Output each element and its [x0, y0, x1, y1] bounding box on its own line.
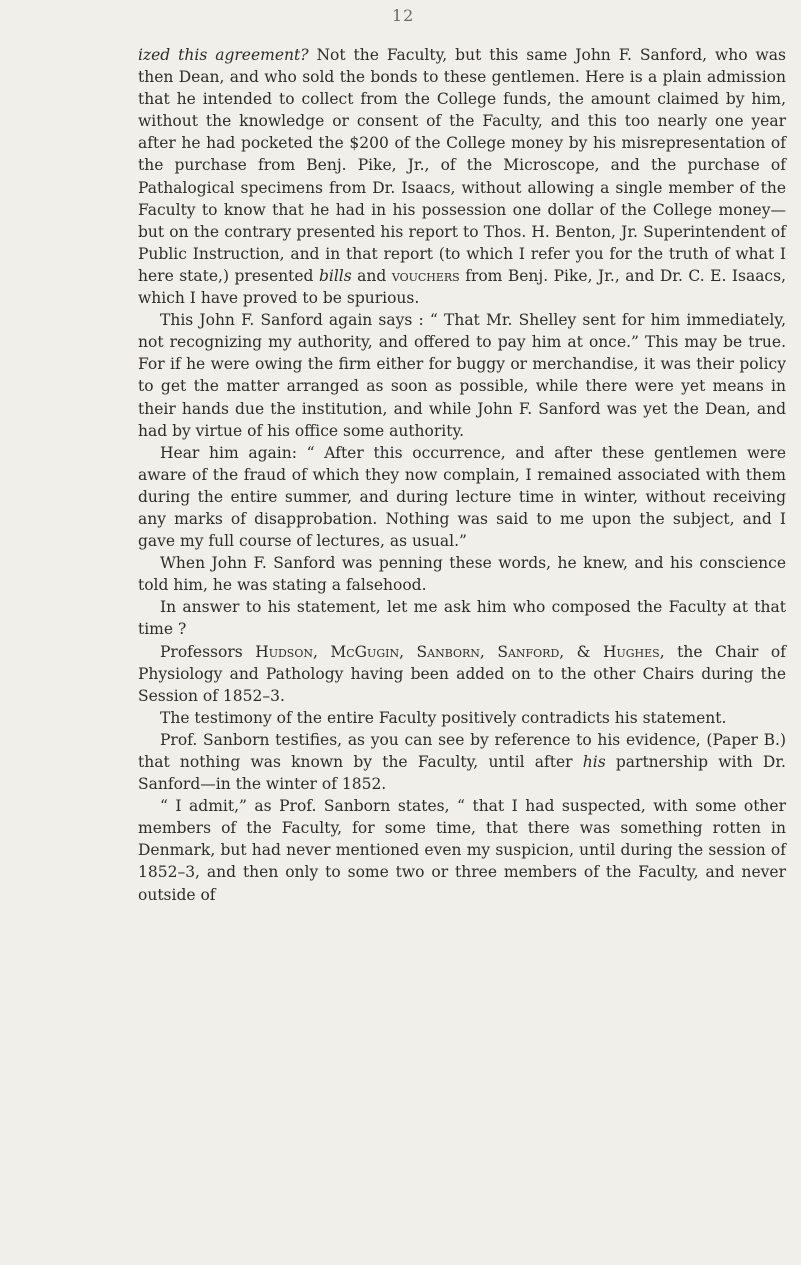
smallcaps-vouchers: vouchers — [391, 266, 460, 285]
professor-names: Hudson, McGugin, Sanborn, Sanford, & Hughes, — [255, 642, 665, 661]
paragraph: In answer to his statement, let me ask him who composed the Faculty at that time ? — [138, 598, 786, 639]
paragraph-text: and — [351, 266, 392, 285]
paragraph-text: the Chair of Physiology and Pathology having been added on to the other Chairs during the Session of 1852–3. — [138, 642, 786, 705]
paragraph: When John F. Sanford was penning these words, he knew, and his conscience told him, he was stating a falsehood. — [138, 554, 786, 595]
italic-his: his — [582, 753, 606, 771]
paragraph — [138, 44, 786, 309]
paragraph-text: Prof. Sanborn testifies, as you can see by reference to his evidence, (Paper B.) that nothing was known by the Faculty, until after — [138, 730, 786, 771]
italic-bills: bills — [318, 266, 352, 285]
paragraph-text: Professors — [160, 642, 256, 661]
paragraph: The testimony of the entire Faculty positively contradicts his statement. — [160, 708, 727, 727]
paragraph: Hear him again: “ After this occurrence, and after these gentlemen were aware of the fraud of which they now complain, I remained associated with them during the entire summer, and during lecture time in winter, without receiving any marks of disapprobation. Nothing was said to me upon the subject, and I gave my full course of lectures, as usual.” — [138, 443, 786, 551]
paragraph — [138, 641, 786, 707]
paragraph: “ I admit,” as Prof. Sanborn states, “ that I had suspected, with some other members of the Faculty, for some time, that there was something rotten in Denmark, but had never mentioned even my suspicion, until during the session of 1852–3, and then only to some two or three members of the Faculty, and never outside of — [138, 797, 786, 904]
paragraph-text: from Benj. Pike, Jr., and Dr. C. E. Isaacs, which I have proved to be spurious. — [138, 266, 786, 308]
paragraph-text: Not the Faculty, but this same John F. Sanford, who was then Dean, and who sold the bonds to these gentlemen. Here is a plain admission that he intended to collect from the College funds, the amount claimed by him, without the knowledge or consent of the Faculty, and this too nearly one year after he had pocketed the $200 of the College money by his misrepresentation of the purchase from Benj. Pike, Jr., of the Microscope, and the purchase of Pathalogical specimens from Dr. Isaacs, without allowing a single member of the Faculty to know that he had in his possession one dollar of the College money—but on the contrary presented his report to Thos. H. Benton, Jr. Superintendent of Public Instruction, and in that report (to which I refer you for the truth of what I here state,) presented — [138, 46, 786, 285]
paragraph: This John F. Sanford again says : “ That Mr. Shelley sent for him immediately, not recognizing my authority, and offered to pay him at once.” This may be true. For if he were owing the firm either for buggy or merchandise, it was their policy to get the matter arranged as soon as possible, while there were yet means in their hands due the institution, and while John F. Sanford was yet the Dean, and had by virtue of his office some authority. — [138, 311, 786, 440]
body-text — [138, 44, 786, 906]
page-number: 12 — [392, 6, 415, 25]
italic-lead: ized this agreement? — [138, 46, 309, 64]
paragraph-text: partnership with Dr. Sanford—in the winter of 1852. — [138, 753, 786, 794]
paragraph — [138, 729, 786, 795]
